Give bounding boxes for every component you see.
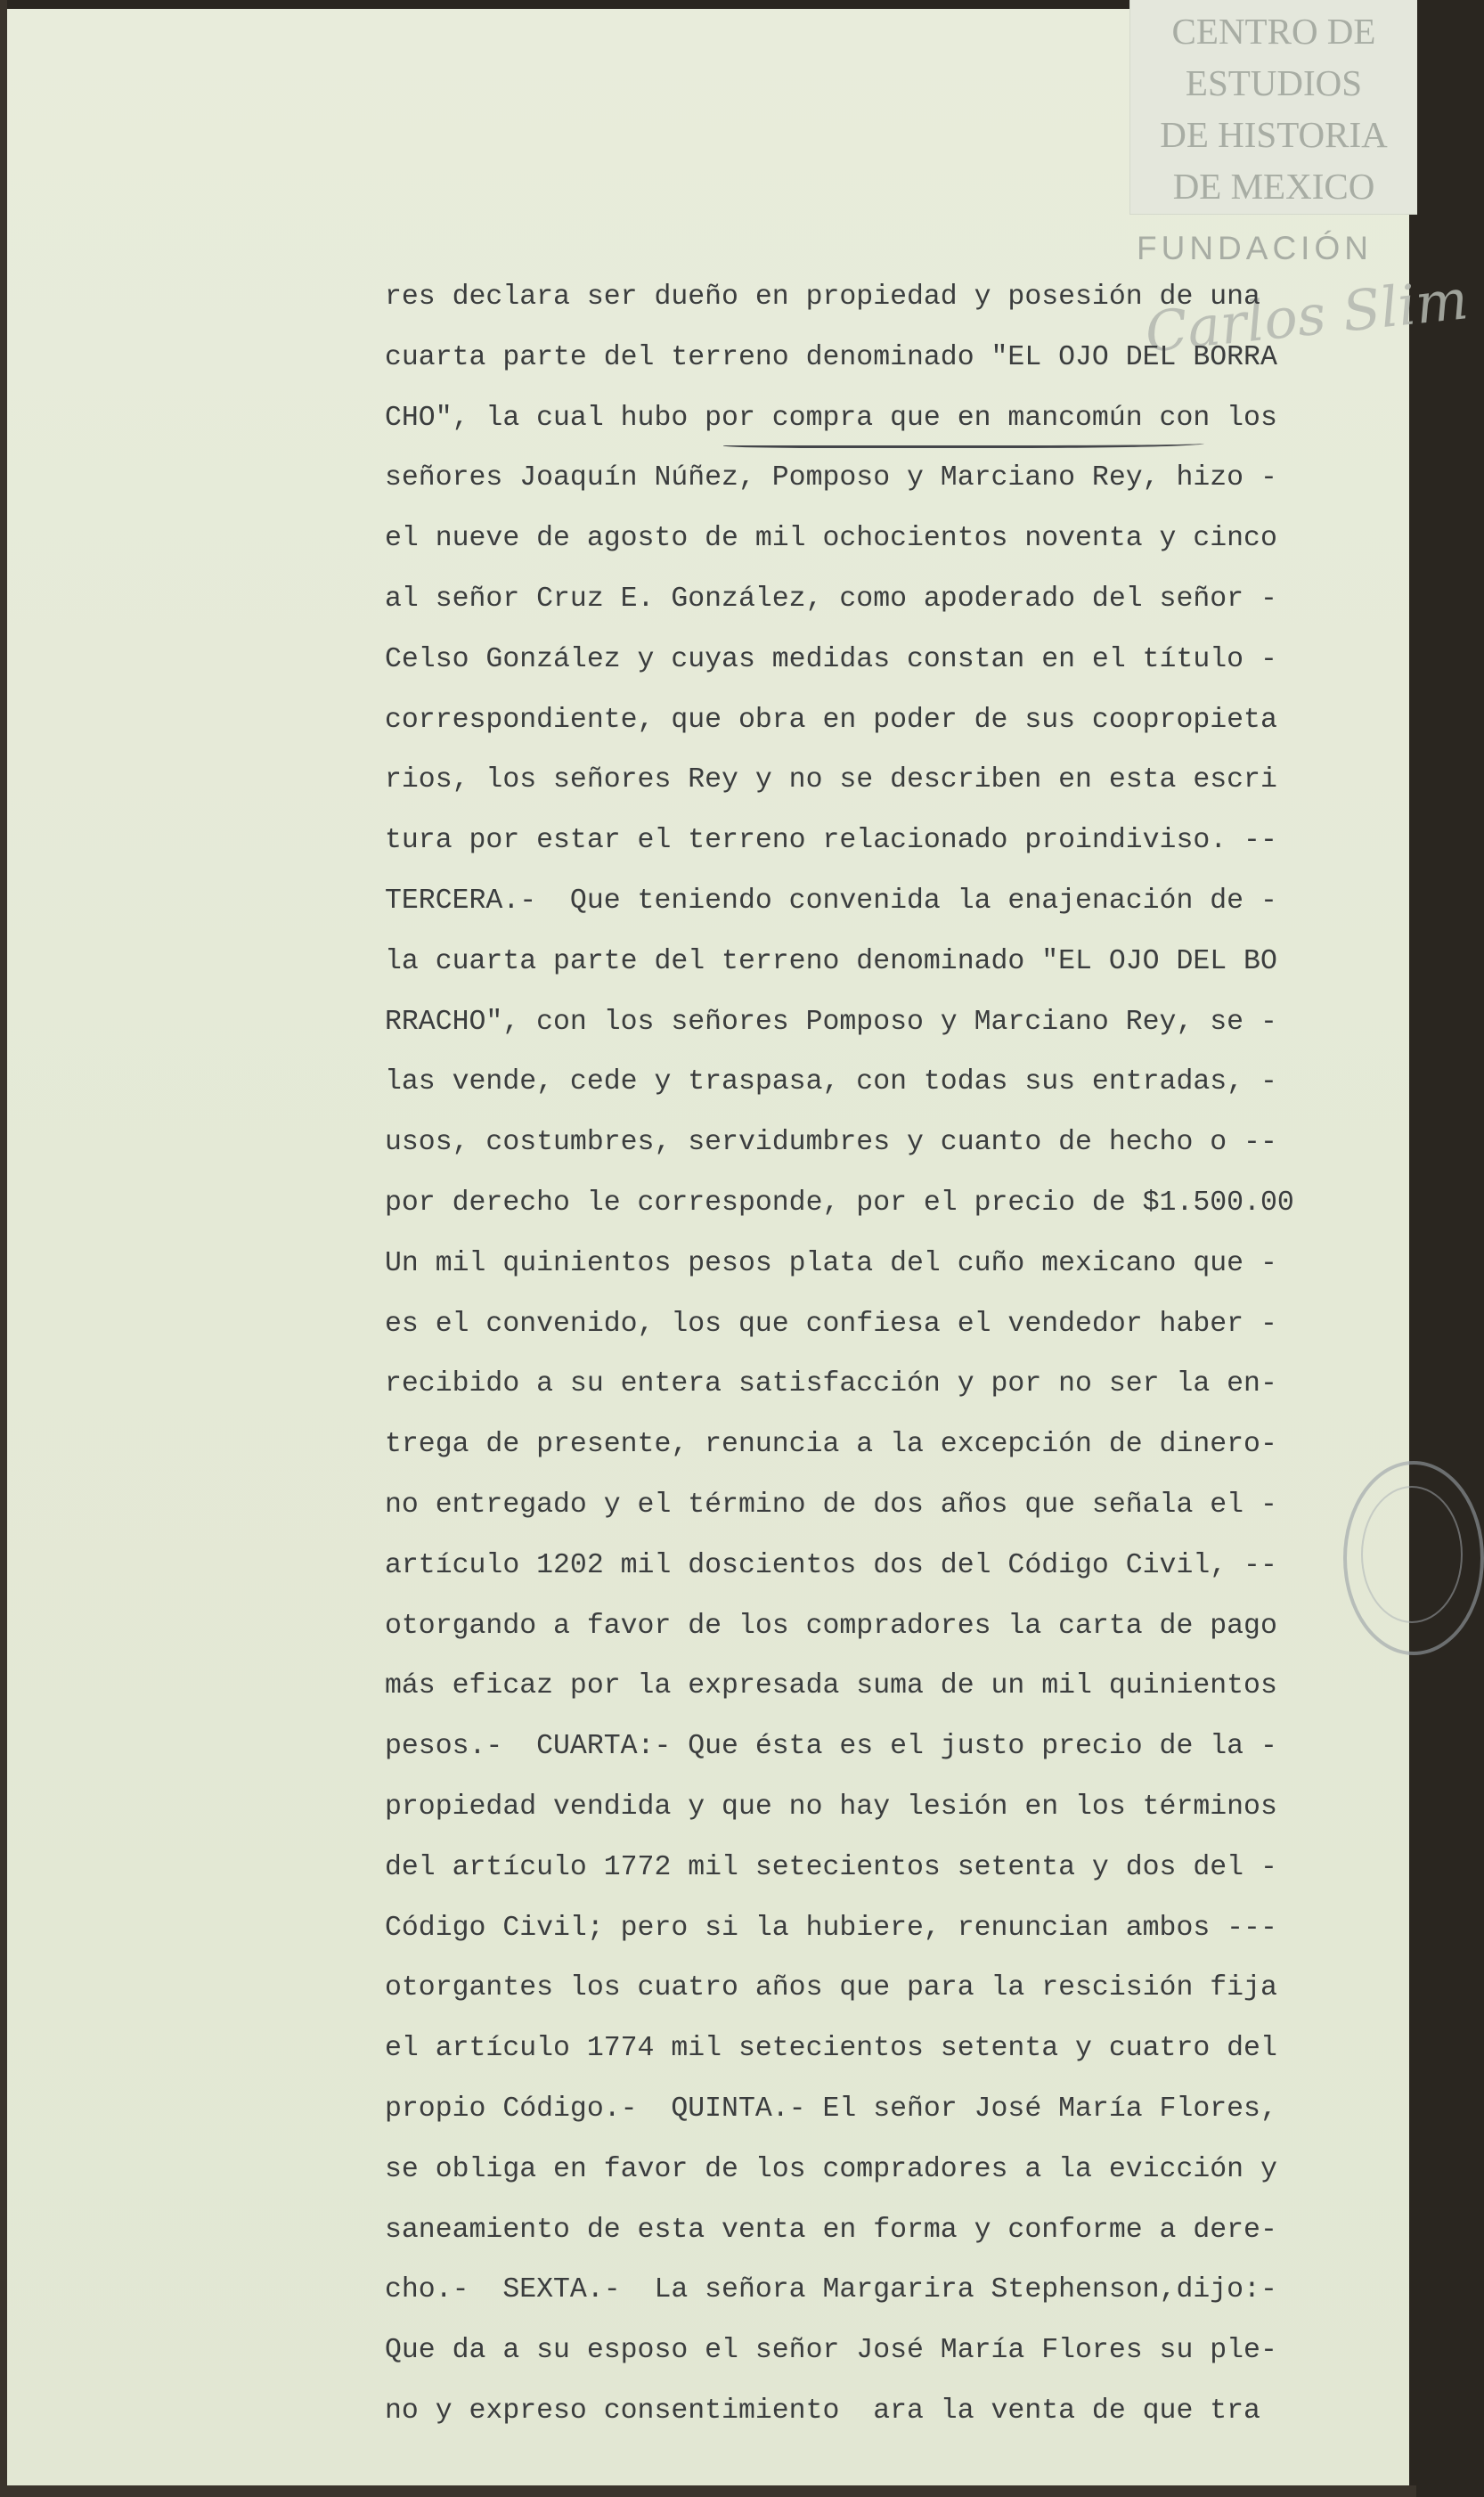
text-line: Que da a su esposo el señor José María Flores su ple- [385,2335,1277,2367]
document-body [385,267,1365,2442]
watermark-line-2: ESTUDIOS [1185,62,1363,103]
text-line: no entregado y el término de dos años que señala el - [385,1489,1277,1521]
archive-seal-inner-ring [1361,1486,1463,1623]
scan-left-edge [0,0,7,2497]
text-line: rios, los señores Rey y no se describen en esta escri [385,764,1277,796]
text-line: más eficaz por la expresada suma de un mil quinientos [385,1670,1277,1702]
watermark-signature: Carlos Slim [1142,266,1472,365]
watermark-line-3: DE HISTORIA [1160,114,1388,155]
text-line: Un mil quinientos pesos plata del cuño mexicano que - [385,1247,1277,1279]
text-line: CHO", la cual hubo por compra que en mancomún con los [385,402,1277,434]
text-line: RRACHO", con los señores Pomposo y Marciano Rey, se - [385,1006,1277,1038]
text-line: por derecho le corresponde, por el precio de $1.500.00 [385,1187,1294,1219]
text-line: el nueve de agosto de mil ochocientos noventa y cinco [385,523,1277,555]
text-line: res declara ser dueño en propiedad y posesión de una [385,282,1260,313]
text-line: Celso González y cuyas medidas constan en el título - [385,643,1277,675]
text-line: usos, costumbres, servidumbres y cuanto de hecho o -- [385,1127,1277,1159]
text-line: otorgantes los cuatro años que para la rescisión fija [385,1972,1277,2004]
text-line: no y expreso consentimiento ara la venta de que tra [385,2395,1260,2427]
text-line: recibido a su entera satisfacción y por no ser la en- [385,1368,1277,1400]
text-line: cuarta parte del terreno denominado "EL OJO DEL BORRA [385,341,1277,373]
text-line: correspondiente, que obra en poder de sus coopropieta [385,704,1277,736]
text-line: Código Civil; pero si la hubiere, renuncian ambos --- [385,1912,1277,1944]
text-line: artículo 1202 mil doscientos dos del Código Civil, -- [385,1549,1277,1581]
text-line: las vende, cede y traspasa, con todas sus entradas, - [385,1066,1277,1098]
text-line: la cuarta parte del terreno denominado "EL OJO DEL BO [385,945,1277,977]
watermark-line-1: CENTRO DE [1171,11,1376,52]
text-line: TERCERA.- Que teniendo convenida la enajenación de - [385,885,1277,917]
text-line: tura por estar el terreno relacionado proindiviso. -- [385,825,1277,857]
text-line: propiedad vendida y que no hay lesión en los términos [385,1791,1277,1823]
text-line: pesos.- CUARTA:- Que ésta es el justo precio de la - [385,1731,1277,1763]
scan-bottom-edge [0,2485,1416,2497]
text-line: cho.- SEXTA.- La señora Margarira Stephenson,dijo:- [385,2274,1277,2306]
text-line: el artículo 1774 mil setecientos setenta y cuatro del [385,2033,1277,2065]
text-line: se obliga en favor de los compradores a la evicción y [385,2153,1277,2185]
text-line: es el convenido, los que confiesa el vendedor haber - [385,1308,1277,1340]
archive-watermark [1140,5,1407,212]
watermark-fundacion: FUNDACIÓN [1137,230,1373,266]
text-line: del artículo 1772 mil setecientos setenta y dos del - [385,1851,1277,1883]
text-line: propio Código.- QUINTA.- El señor José María Flores, [385,2093,1277,2125]
text-line: señores Joaquín Núñez, Pomposo y Marciano Rey, hizo - [385,462,1277,494]
watermark-line-4: DE MEXICO [1172,166,1375,207]
text-line: otorgando a favor de los compradores la carta de pago [385,1610,1277,1642]
text-line: trega de presente, renuncia a la excepción de dinero- [385,1429,1277,1461]
text-line: al señor Cruz E. González, como apoderado del señor - [385,583,1277,615]
text-line: saneamiento de esta venta en forma y conforme a dere- [385,2214,1277,2246]
